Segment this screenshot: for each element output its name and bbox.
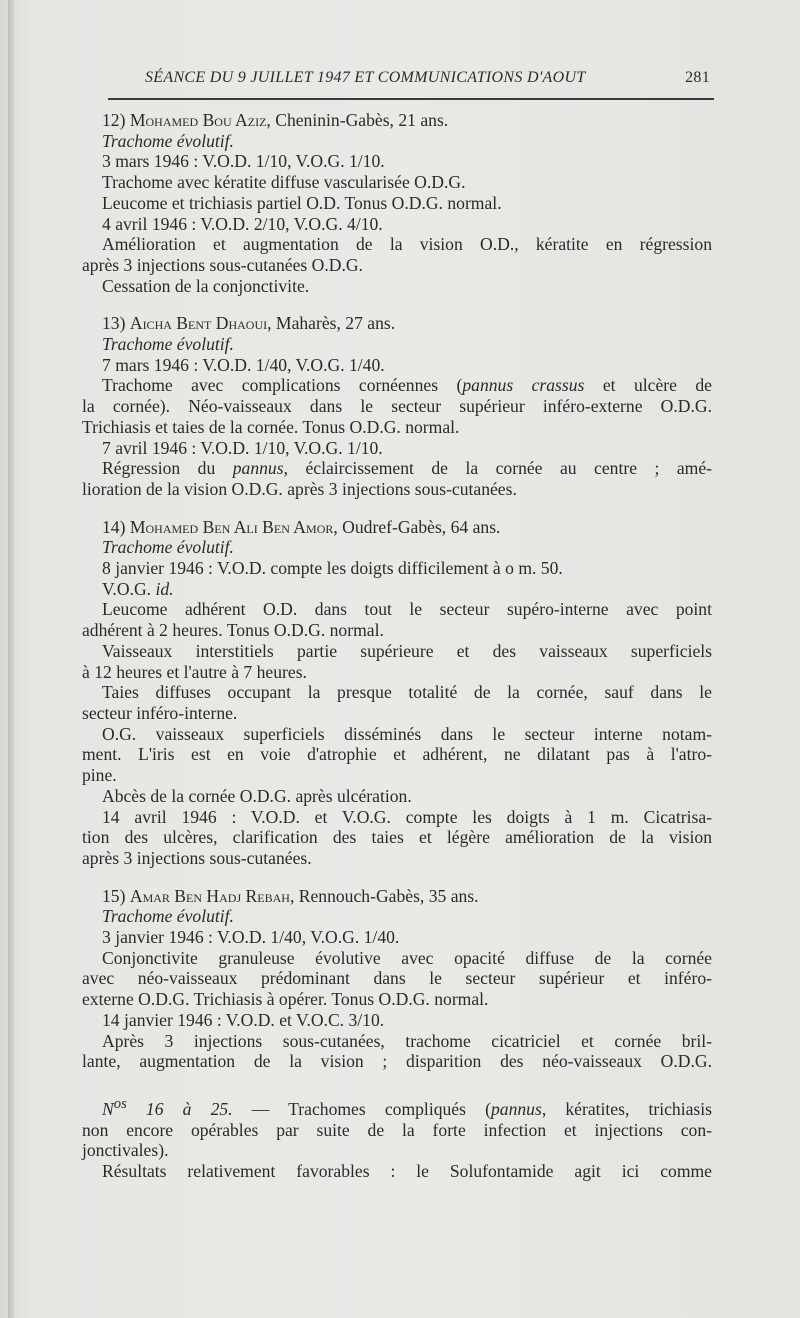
case-heading: 15) Amar Ben Hadj Rebah, Rennouch-Gabès, 35 ans. bbox=[102, 885, 479, 906]
case-line: Trichiasis et taies de la cornée. Tonus O.D.G. normal. bbox=[82, 416, 460, 437]
closing-line: jonctivales). bbox=[82, 1140, 169, 1161]
case-line: V.O.G. id. bbox=[102, 578, 174, 599]
case-line: 3 janvier 1946 : V.O.D. 1/40, V.O.G. 1/40. bbox=[102, 927, 400, 948]
case-line: 14 janvier 1946 : V.O.D. et V.O.C. 3/10. bbox=[102, 1009, 385, 1030]
case-diagnosis: Trachome évolutif. bbox=[102, 906, 234, 927]
case-line: Abcès de la cornée O.D.G. après ulcération. bbox=[102, 785, 412, 806]
running-title: SÉANCE DU 9 JUILLET 1947 ET COMMUNICATIONS D'AOUT bbox=[145, 69, 586, 86]
closing-line: Résultats relativement favorables : le Solufontamide agit ici comme bbox=[102, 1160, 712, 1181]
header-rule bbox=[108, 98, 714, 100]
spacer bbox=[82, 500, 712, 517]
case-heading: 12) Mohamed Bou Aziz, Cheninin-Gabès, 21 ans. bbox=[102, 110, 449, 130]
running-head bbox=[145, 64, 710, 94]
case-15 bbox=[82, 886, 712, 1072]
patient-name: Mohamed Bou Aziz bbox=[129, 110, 267, 130]
case-line: 4 avril 1946 : V.O.D. 2/10, V.O.G. 4/10. bbox=[102, 213, 383, 234]
case-diagnosis: Trachome évolutif. bbox=[102, 130, 234, 151]
case-line: 8 janvier 1946 : V.O.D. compte les doigts difficilement à o m. 50. bbox=[102, 558, 563, 579]
case-12 bbox=[82, 110, 712, 296]
case-diagnosis: Trachome évolutif. bbox=[102, 537, 234, 558]
case-13 bbox=[82, 313, 712, 499]
case-line: externe O.D.G. Trichiasis à opérer. Tonus O.D.G. normal. bbox=[82, 989, 489, 1010]
case-line: Trachome avec kératite diffuse vascularisée O.D.G. bbox=[102, 172, 466, 193]
closing-line: non encore opérables par suite de la forte infection et injections con- bbox=[82, 1119, 712, 1140]
case-line: adhérent à 2 heures. Tonus O.D.G. normal. bbox=[82, 620, 384, 641]
case-line: tion des ulcères, clarification des taies et légère amélioration de la vision bbox=[82, 827, 712, 848]
case-line: après 3 injections sous-cutanées. bbox=[82, 847, 312, 868]
case-line: avec néo-vaisseaux prédominant dans le secteur supérieur et inféro- bbox=[82, 968, 712, 989]
case-line: 14 avril 1946 : V.O.D. et V.O.G. compte les doigts à 1 m. Cicatrisa- bbox=[102, 806, 712, 827]
case-heading: 13) Aicha Bent Dhaoui, Maharès, 27 ans. bbox=[102, 313, 396, 334]
case-range: $N^{os}$ 16 à 25. bbox=[102, 1095, 233, 1119]
case-line: lante, augmentation de la vision ; disparition des néo-vaisseaux O.D.G. bbox=[82, 1051, 712, 1072]
case-line: la cornée). Néo-vaisseaux dans le secteur supérieur inféro-externe O.D.G. bbox=[82, 396, 712, 417]
case-line: secteur inféro-interne. bbox=[82, 702, 238, 723]
spacer bbox=[82, 1072, 712, 1094]
case-line: Régression du pannus, éclaircissement de la cornée au centre ; amé- bbox=[102, 458, 713, 479]
case-line: lioration de la vision O.D.G. après 3 injections sous-cutanées. bbox=[82, 478, 517, 499]
case-line: Amélioration et augmentation de la vision O.D., kératite en régression bbox=[102, 234, 712, 255]
case-line: 7 avril 1946 : V.O.D. 1/10, V.O.G. 1/10. bbox=[102, 437, 383, 458]
closing-line: $N^{os}$ 16 à 25. — Trachomes compliqués (pannus, kératites, trichiasis bbox=[102, 1095, 713, 1119]
case-heading: 14) Mohamed Ben Ali Ben Amor, Oudref-Gabès, 64 ans. bbox=[102, 516, 501, 537]
case-line: Leucome et trichiasis partiel O.D. Tonus O.D.G. normal. bbox=[102, 192, 502, 213]
case-line: Trachome avec complications cornéennes (pannus crassus et ulcère de bbox=[102, 375, 712, 396]
case-line: Cessation de la conjonctivite. bbox=[102, 275, 310, 296]
patient-name: Mohamed Ben Ali Ben Amor bbox=[129, 516, 334, 537]
case-line: O.G. vaisseaux superficiels disséminés dans le secteur interne notam- bbox=[102, 723, 712, 744]
body-text bbox=[82, 110, 712, 1182]
case-line: Taies diffuses occupant la presque totalité de la cornée, sauf dans le bbox=[102, 682, 712, 703]
case-line: Leucome adhérent O.D. dans tout le secteur supéro-interne avec point bbox=[102, 599, 712, 620]
case-line: Conjonctivite granuleuse évolutive avec opacité diffuse de la cornée bbox=[102, 947, 712, 968]
case-line: Vaisseaux interstitiels partie supérieure et des vaisseaux superficiels bbox=[102, 640, 712, 661]
case-line: 7 mars 1946 : V.O.D. 1/40, V.O.G. 1/40. bbox=[102, 354, 385, 375]
case-line: pine. bbox=[82, 765, 117, 786]
page-binding-shadow bbox=[8, 0, 14, 1318]
page-number: 281 bbox=[685, 69, 710, 86]
case-diagnosis: Trachome évolutif. bbox=[102, 334, 234, 355]
case-14 bbox=[82, 517, 712, 869]
case-line: à 12 heures et l'autre à 7 heures. bbox=[82, 661, 307, 682]
case-line: ment. L'iris est en voie d'atrophie et adhérent, ne dilatant pas à l'atro- bbox=[82, 744, 712, 765]
case-line: Après 3 injections sous-cutanées, trachome cicatriciel et cornée bril- bbox=[102, 1030, 712, 1051]
spacer bbox=[82, 869, 712, 886]
patient-name: Amar Ben Hadj Rebah bbox=[129, 885, 290, 906]
patient-name: Aicha Bent Dhaoui bbox=[129, 313, 268, 334]
case-line: après 3 injections sous-cutanées O.D.G. bbox=[82, 254, 363, 275]
spacer bbox=[82, 296, 712, 313]
case-line: 3 mars 1946 : V.O.D. 1/10, V.O.G. 1/10. bbox=[102, 151, 385, 172]
closing-paragraph bbox=[82, 1094, 712, 1182]
